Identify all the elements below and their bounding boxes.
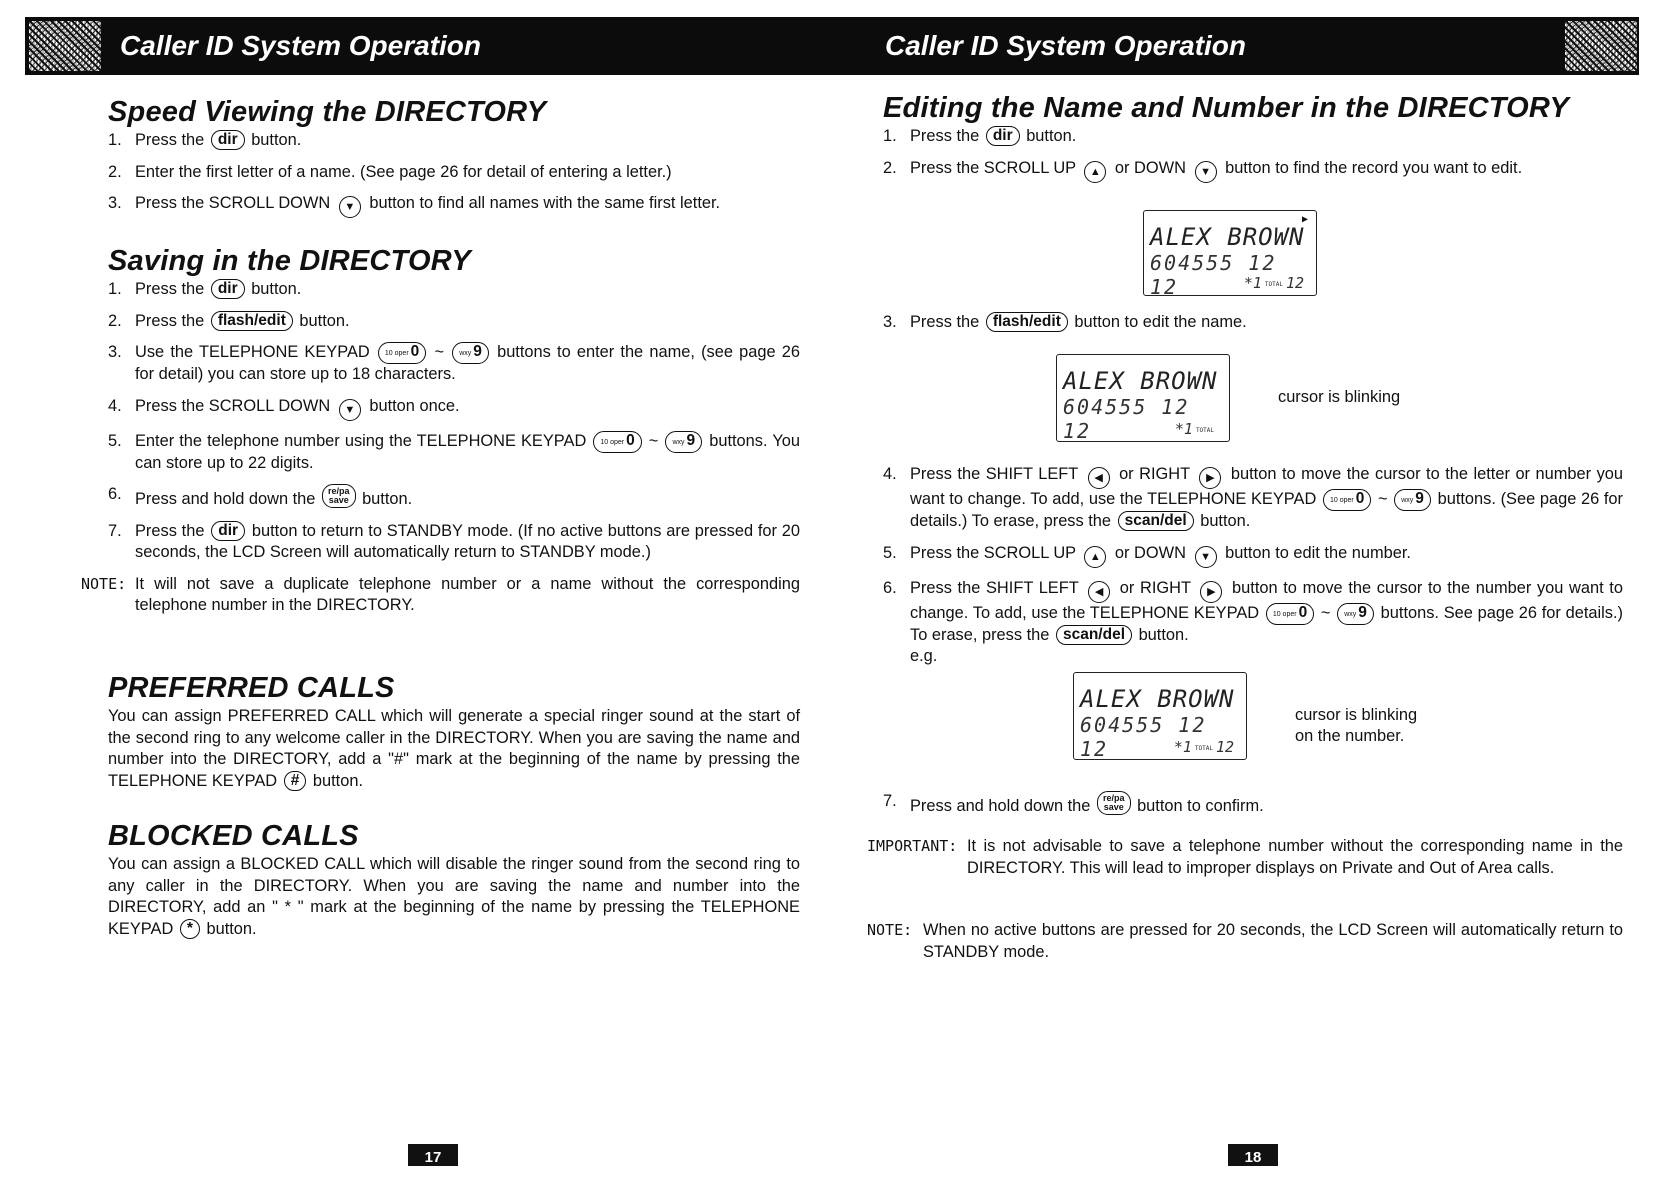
preferred-calls-section	[108, 670, 800, 792]
note: NOTE: It will not save a duplicate telephone number or a name without the corresponding telephone number in the DIRECTORY.	[81, 574, 800, 614]
list-item: 6. Press the SHIFT LEFT ◀ or RIGHT ▶ button to move the cursor to the number you want to change. To add, use the TELEPHONE KEYPAD 10 oper 0 ~ wxy 9 buttons. See page 26 for details.) To erase, press the scan/del button. e.g.	[883, 578, 1623, 665]
list-item: 6. Press and hold down the re/pa save button.	[108, 485, 413, 508]
speed-viewing-heading: Speed Viewing the DIRECTORY	[108, 96, 547, 128]
shift-right-icon: ▶	[1199, 467, 1221, 489]
scroll-up-icon: ▲	[1084, 546, 1106, 568]
editing-steps-4-6	[883, 464, 1623, 668]
dir-key-icon: dir	[211, 130, 245, 150]
list-item: 3. Press the flash/edit button to edit the name.	[883, 313, 1247, 331]
keypad-9-icon: wxy 9	[1337, 603, 1374, 625]
lcd-display: ALEX BROWN 604555 12 12 *1 TOTAL	[1056, 354, 1230, 442]
scan-del-key-icon: scan/del	[1118, 511, 1194, 531]
list-item: 7. Press and hold down the re/pa save button to confirm.	[883, 792, 1264, 815]
scroll-down-icon: ▼	[339, 196, 361, 218]
keypad-0-icon: 10 oper 0	[1266, 603, 1314, 625]
banner-texture	[1565, 21, 1637, 71]
page-right	[839, 0, 1678, 1185]
editing-step-7	[883, 791, 1623, 830]
editing-step-3	[883, 312, 1623, 346]
scan-del-key-icon: scan/del	[1056, 625, 1132, 645]
list-item: 3. Press the SCROLL DOWN ▼ button to find all names with the same first letter.	[108, 193, 800, 218]
list-item: 2. Press the flash/edit button.	[108, 311, 350, 330]
keypad-9-icon: wxy 9	[665, 431, 702, 453]
lcd-caption: cursor is blinking	[1278, 388, 1401, 406]
play-arrow-icon: ▶	[1301, 214, 1308, 225]
editing-section	[883, 90, 1623, 183]
shift-left-icon: ◀	[1088, 581, 1110, 603]
lcd-display: ALEX BROWN 604555 12 12 *1 TOTAL 12	[1073, 672, 1247, 760]
save-key-icon: re/pa save	[322, 484, 356, 508]
scroll-down-icon: ▼	[339, 399, 361, 421]
section-banner	[25, 17, 839, 75]
keypad-0-icon: 10 oper 0	[1323, 489, 1371, 511]
list-item: 4. Press the SCROLL DOWN ▼ button once.	[108, 396, 800, 421]
list-item: 5. Press the SCROLL UP ▲ or DOWN ▼ button to edit the number.	[883, 543, 1623, 568]
shift-left-icon: ◀	[1088, 467, 1110, 489]
list-item: 2. Press the SCROLL UP ▲ or DOWN ▼ button to find the record you want to edit.	[883, 158, 1623, 183]
keypad-9-icon: wxy 9	[452, 342, 489, 364]
save-key-icon: re/pa save	[1097, 791, 1131, 815]
preferred-calls-heading: PREFERRED CALLS	[108, 672, 395, 704]
page-number: 18	[1228, 1144, 1278, 1166]
note: NOTE: When no active buttons are pressed for 20 seconds, the LCD Screen will automatically return to STANDBY mode.	[867, 921, 1623, 961]
keypad-0-icon: 10 oper 0	[593, 431, 641, 453]
list-item: 1. Press the dir button.	[108, 131, 302, 149]
list-item: 3. Use the TELEPHONE KEYPAD 10 oper 0 ~ wxy 9 buttons to enter the name, (see page 26 for detail) you can store up to 18 characters.	[108, 343, 800, 383]
important-notice: IMPORTANT: It is not advisable to save a telephone number without the corresponding name in the DIRECTORY. This will lead to improper displays on Private and Out of Area calls.	[867, 837, 1623, 877]
eg-label: e.g.	[910, 647, 938, 665]
list-item: 2. Enter the first letter of a name. (See page 26 for detail of entering a letter.)	[108, 162, 672, 181]
list-item: 4. Press the SHIFT LEFT ◀ or RIGHT ▶ button to move the cursor to the letter or number you want to change. To add, use the TELEPHONE KEYPAD 10 oper 0 ~ wxy 9 buttons. (See page 26 for details.) To erase, press the scan/del button.	[883, 465, 1624, 530]
list-item: 7. Press the dir button to return to STANDBY mode. (If no active buttons are pressed for 20 seconds, the LCD Screen will automatically return to STANDBY mode.)	[108, 521, 800, 561]
flash-edit-key-icon: flash/edit	[986, 312, 1068, 332]
banner-title: Caller ID System Operation	[885, 30, 1247, 61]
blocked-calls-section	[108, 818, 800, 940]
speed-viewing-section	[108, 94, 800, 230]
banner-texture	[29, 21, 101, 71]
scroll-down-icon: ▼	[1195, 546, 1217, 568]
editing-heading: Editing the Name and Number in the DIRECTORY	[883, 92, 1570, 124]
blocked-calls-text: You can assign a BLOCKED CALL which will disable the ringer sound from the second ring to any caller in the DIRECTORY. When you are saving the name and number into the DIRECTORY, add an " * " mark at the beginning of the name by pressing the TELEPHONE KEYPAD * button.	[108, 855, 800, 938]
shift-right-icon: ▶	[1200, 581, 1222, 603]
hash-key-icon: #	[284, 771, 307, 791]
list-item: 5. Enter the telephone number using the TELEPHONE KEYPAD 10 oper 0 ~ wxy 9 buttons. You can store up to 22 digits.	[108, 431, 800, 472]
dir-key-icon: dir	[986, 126, 1020, 146]
list-item: 1. Press the dir button.	[883, 127, 1077, 145]
saving-heading: Saving in the DIRECTORY	[108, 245, 471, 277]
lcd-caption: cursor is blinking on the number.	[1295, 706, 1418, 745]
star-key-icon: *	[180, 919, 200, 939]
section-banner	[839, 17, 1639, 75]
lcd-display: ▶ ALEX BROWN 604555 12 12 *1 TOTAL 12	[1143, 210, 1317, 296]
keypad-9-icon: wxy 9	[1394, 489, 1431, 511]
keypad-0-icon: 10 oper 0	[378, 342, 426, 364]
saving-section	[81, 243, 800, 629]
blocked-calls-heading: BLOCKED CALLS	[108, 820, 359, 852]
banner-title: Caller ID System Operation	[120, 30, 482, 61]
flash-edit-key-icon: flash/edit	[211, 311, 293, 331]
dir-key-icon: dir	[211, 279, 245, 299]
preferred-calls-text: You can assign PREFERRED CALL which will generate a special ringer sound at the start of the second ring to any welcome caller in the DIRECTORY. When you are saving the name and number into the DIRECTORY, add a "#" mark at the beginning of the name by pressing the TELEPHONE KEYPAD # button.	[108, 707, 800, 790]
scroll-up-icon: ▲	[1084, 161, 1106, 183]
page-number: 17	[408, 1144, 458, 1166]
dir-key-icon: dir	[211, 521, 245, 541]
scroll-down-icon: ▼	[1195, 161, 1217, 183]
list-item: 1. Press the dir button.	[108, 280, 302, 298]
